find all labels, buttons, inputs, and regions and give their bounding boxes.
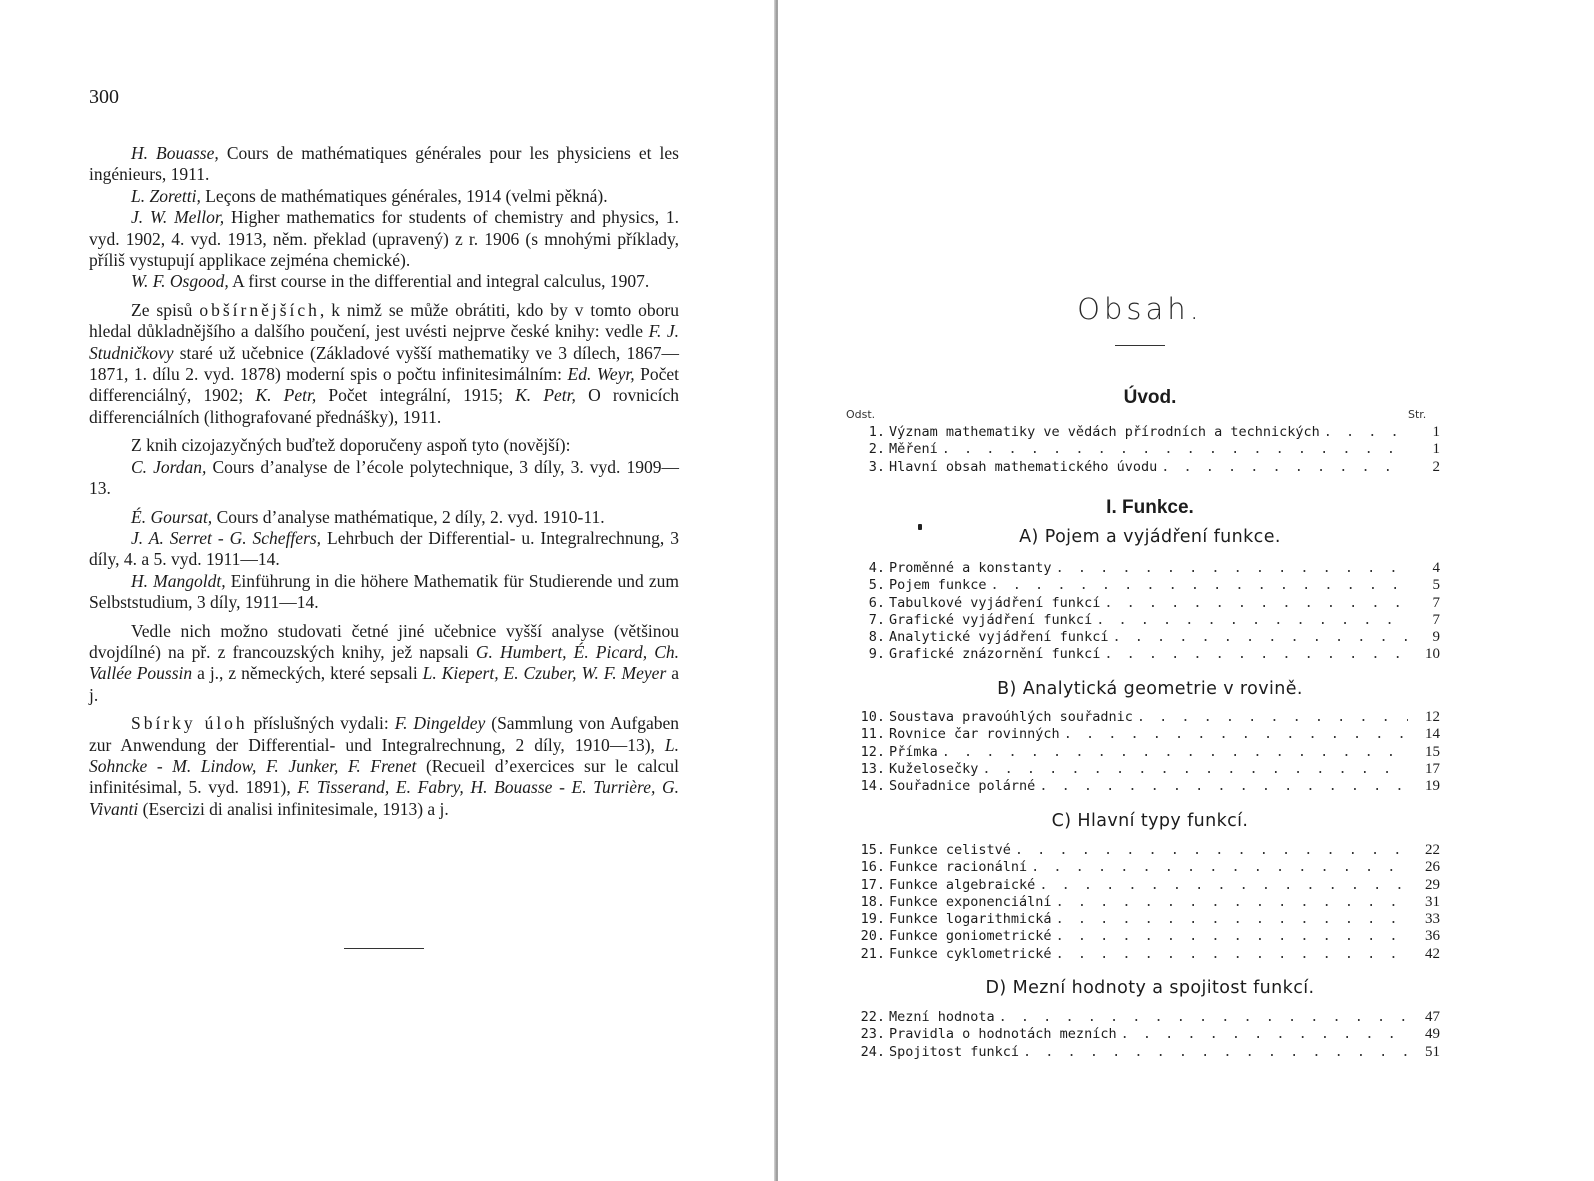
subsection-heading-b: B) Analytická geometrie v rovině. (997, 679, 1303, 699)
toc-entry[interactable]: 14. Souřadnice polárné . . . 19 (858, 778, 1440, 795)
reference-zoretti: L. Zoretti, Leçons de mathématiques générales, 1914 (velmi pěkná). (131, 185, 608, 206)
toc-entry[interactable]: 1. Význam mathematiky ve vědách přírodních a technických . . . 1 (858, 424, 1440, 441)
toc-entry[interactable]: 17. Funkce algebraické . . . 29 (858, 877, 1440, 894)
reference-mellor: J. W. Mellor, Higher mathematics for students of chemistry and physics, 1. vyd. 1902, 4. vyd. 1913, něm. překlad (upravený) z r. 1906 (s mnohými příklady, příliš vystupují applikace zejména chemické). (89, 207, 679, 271)
column-header-page: Str. (1408, 408, 1427, 421)
column-header-section: Odst. (846, 408, 876, 421)
toc-entry[interactable]: 23. Pravidla o hodnotách mezních . . . 49 (858, 1026, 1440, 1043)
toc-list-b (858, 709, 1440, 795)
ink-speck (918, 524, 922, 530)
toc-entry[interactable]: 15. Funkce celistvé . . . 22 (858, 842, 1440, 859)
left-page (0, 0, 776, 1181)
toc-entry[interactable]: 20. Funkce goniometrické . . . 36 (858, 928, 1440, 945)
toc-entry[interactable]: 3. Hlavní obsah mathematického úvodu . . . 2 (858, 459, 1440, 476)
paragraph-extensive-works: Ze spisů obšírnějších, k nimž se může obrátiti, kdo by v tomto oboru hledal důkladnějšího a dalšího poučení, jest uvésti nejprve české knihy: vedle F. J. Studničkovy staré už učebnice (Základové vyšší mathematiky ve 3 dílech, 1867—1871, 1. dílu 2. vyd. 1878) moderní spis o počtu infinitesimálním: Ed. Weyr, Počet differenciálný, 1902; K. Petr, Počet integrální, 1915; K. Petr, O rovnicích differenciálních (lithografované přednášky), 1911. (89, 299, 680, 427)
toc-entry[interactable]: 9. Grafické znázornění funkcí . . . 10 (858, 646, 1440, 663)
left-page-text (89, 143, 679, 820)
toc-entry[interactable]: 7. Grafické vyjádření funkcí . . . 7 (858, 612, 1440, 629)
chapter-heading: I. Funkce. (1106, 497, 1194, 518)
toc-entry[interactable]: 16. Funkce racionální . . . 26 (858, 859, 1440, 876)
toc-entry[interactable]: 4. Proměnné a konstanty . . . 4 (858, 560, 1440, 577)
page-number: 300 (89, 86, 119, 108)
title-rule (1115, 345, 1165, 346)
toc-title: Obsah. (1077, 292, 1203, 326)
toc-list-c (858, 842, 1440, 963)
subsection-heading-a: A) Pojem a vyjádření funkce. (1019, 527, 1281, 547)
paragraph-exercise-collections: Sbírky úloh příslušných vydali: F. Dingeldey (Sammlung von Aufgaben zur Anwendung der Differential- und Integralrechnung, 2 díly, 1910—13), L. Sohncke - M. Lindow, F. Junker, F. Frenet (Recueil d’exercices sur le calcul infinitésimal, 5. vyd. 1891), F. Tisserand, E. Fabry, H. Bouasse - E. Turrière, G. Vivanti (Esercizi di analisi infinitesimale, 1913) a j. (89, 713, 680, 819)
subsection-heading-d: D) Mezní hodnoty a spojitost funkcí. (985, 978, 1315, 998)
toc-list-d (858, 1009, 1440, 1061)
end-rule (344, 948, 424, 949)
reference-goursat: É. Goursat, Cours d’analyse mathématique, 2 díly, 2. vyd. 1910-11. (131, 506, 605, 527)
toc-list-a (858, 560, 1440, 664)
reference-osgood: W. F. Osgood, A first course in the differential and integral calculus, 1907. (131, 271, 650, 292)
paragraph-other-textbooks: Vedle nich možno studovati četné jiné učebnice vyšší analyse (většinou dvojdílné) na př. z francouzských knihy, jež napsali G. Humbert, É. Picard, Ch. Vallée Poussin a j., z německých, které sepsali L. Kiepert, E. Czuber, W. F. Meyer a j. (89, 620, 679, 705)
toc-entry[interactable]: 21. Funkce cyklometrické . . . 42 (858, 946, 1440, 963)
toc-entry[interactable]: 13. Kuželosečky . . . 17 (858, 761, 1440, 778)
toc-entry[interactable]: 11. Rovnice čar rovinných . . . 14 (858, 726, 1440, 743)
toc-entry[interactable]: 18. Funkce exponenciální . . . 31 (858, 894, 1440, 911)
toc-entry[interactable]: 10. Soustava pravoúhlých souřadnic . . . 12 (858, 709, 1440, 726)
reference-bouasse: H. Bouasse, Cours de mathématiques générales pour les physiciens et les ingénieurs, 1911. (89, 143, 679, 185)
section-heading-uvod: Úvod. (1123, 387, 1177, 408)
toc-entry[interactable]: 5. Pojem funkce . . . 5 (858, 577, 1440, 594)
paragraph-foreign-intro: Z knih cizojazyčných buďtež doporučeny aspoň tyto (novější): (131, 435, 571, 456)
subsection-heading-c: C) Hlavní typy funkcí. (1051, 811, 1249, 831)
toc-entry[interactable]: 12. Přímka . . . 15 (858, 744, 1440, 761)
toc-entry[interactable]: 8. Analytické vyjádření funkcí . . . 9 (858, 629, 1440, 646)
toc-entry[interactable]: 22. Mezní hodnota . . . 47 (858, 1009, 1440, 1026)
toc-list-uvod (858, 424, 1440, 476)
toc-entry[interactable]: 24. Spojitost funkcí . . . 51 (858, 1044, 1440, 1061)
toc-entry[interactable]: 6. Tabulkové vyjádření funkcí . . . 7 (858, 595, 1440, 612)
reference-jordan: C. Jordan, Cours d’analyse de l’école polytechnique, 3 díly, 3. vyd. 1909—13. (89, 456, 679, 499)
toc-entry[interactable]: 19. Funkce logarithmická . . . 33 (858, 911, 1440, 928)
reference-mangoldt: H. Mangoldt, Einführung in die höhere Mathematik für Studierende und zum Selbststudium, 3 díly, 1911—14. (89, 570, 679, 613)
reference-serret: J. A. Serret - G. Scheffers, Lehrbuch der Differential- u. Integralrechnung, 3 díly, 4. a 5. vyd. 1911—14. (89, 527, 679, 570)
toc-entry[interactable]: 2. Měření . . . 1 (858, 441, 1440, 458)
